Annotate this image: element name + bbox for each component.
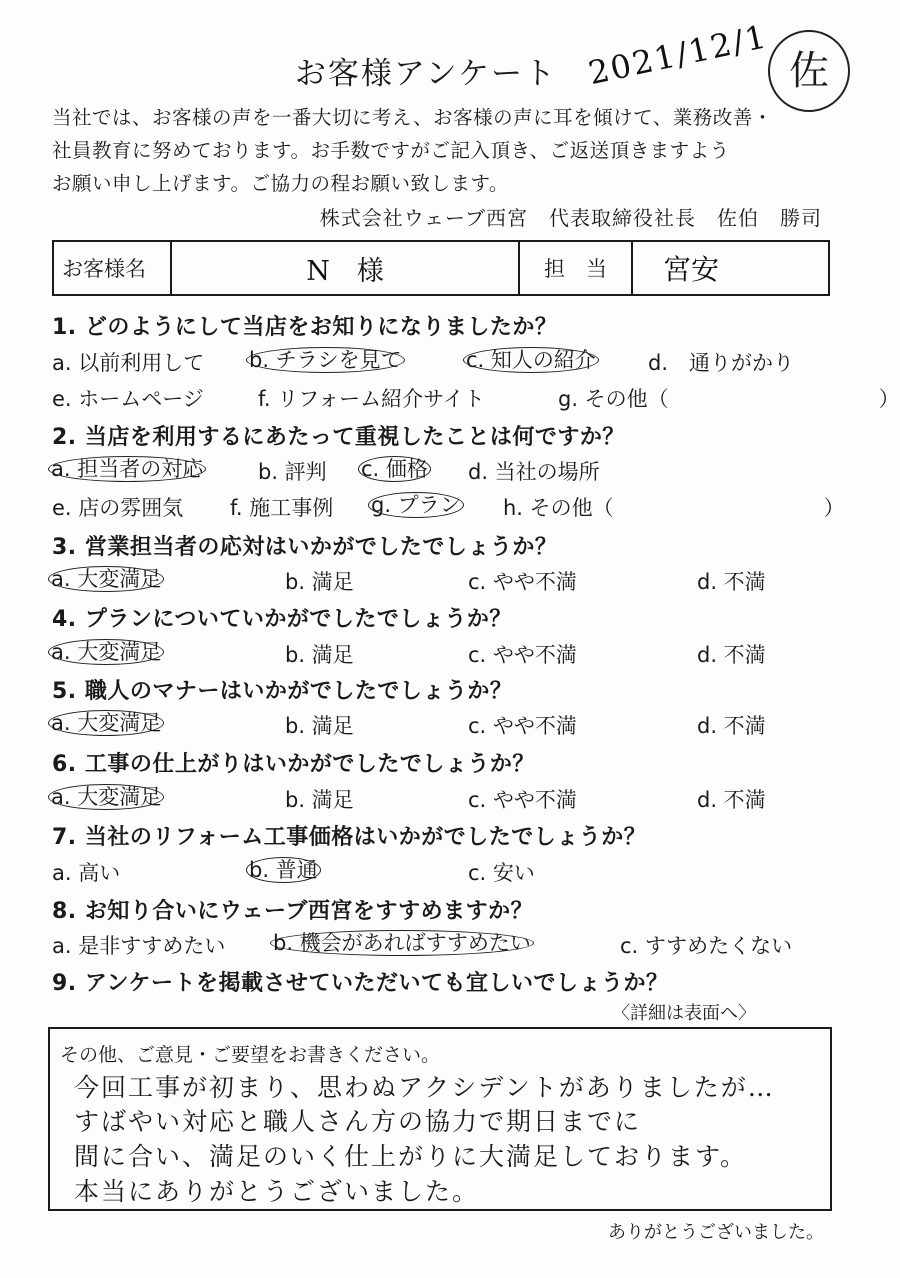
- comment-line-4: 本当にありがとうございました。: [74, 1177, 480, 1206]
- detail-note: 〈詳細は表面へ〉: [612, 1003, 756, 1024]
- q2-option-f[interactable]: f. 施工事例: [230, 496, 334, 520]
- q2-option-c[interactable]: [358, 456, 431, 482]
- q8-option-b-text: b. 機会があればすすめたい: [270, 930, 534, 956]
- q4-option-a-text: a. 大変満足: [48, 639, 164, 665]
- q2-option-a[interactable]: [48, 456, 206, 482]
- customer-name-label: お客様名: [53, 241, 171, 295]
- q1-option-e[interactable]: e. ホームページ: [52, 387, 204, 411]
- q4-option-a[interactable]: [48, 639, 164, 665]
- q8-option-b[interactable]: [270, 930, 534, 956]
- q7-option-c[interactable]: c. 安い: [468, 861, 535, 885]
- q3-option-a-text: a. 大変満足: [48, 566, 164, 592]
- survey-title: お客様アンケート: [294, 56, 558, 92]
- question-2: 2. 当店を利用するにあたって重視したことは何ですか？: [52, 425, 625, 450]
- q8-option-c[interactable]: c. すすめたくない: [620, 934, 793, 958]
- q5-option-a-text: a. 大変満足: [48, 710, 164, 736]
- q1-option-b-text: b. チラシを見て: [246, 347, 405, 373]
- handwritten-date: 2021/12/1: [585, 17, 771, 93]
- q6-option-a[interactable]: [48, 784, 164, 810]
- intro-line-1: 当社では、お客様の声を一番大切に考え、お客様の声に耳を傾けて、業務改善・: [52, 106, 773, 129]
- intro-line-2: 社員教育に努めております。お手数ですがご記入頂き、ご返送頂きますよう: [52, 139, 730, 162]
- seal-stamp: 佐: [768, 30, 850, 112]
- rep-field[interactable]: 宮安: [632, 241, 829, 295]
- question-4: 4. プランについていかがでしたでしょうか？: [52, 607, 512, 632]
- q1-option-a[interactable]: a. 以前利用して: [52, 351, 205, 375]
- q1-option-f[interactable]: f. リフォーム紹介サイト: [258, 387, 485, 411]
- q2-option-a-text: a. 担当者の対応: [48, 456, 206, 482]
- q5-option-c[interactable]: c. やや不満: [468, 714, 577, 738]
- q1-option-g[interactable]: g. その他（ ）: [558, 387, 900, 411]
- q2-option-g-text: g. プラン: [368, 492, 464, 518]
- q3-option-b[interactable]: b. 満足: [285, 570, 354, 594]
- customer-name-field[interactable]: N 様: [171, 241, 519, 295]
- q1-option-b[interactable]: [246, 347, 405, 373]
- comment-line-1: 今回工事が初まり、思わぬアクシデントがありましたが…: [74, 1073, 775, 1102]
- q1-option-d[interactable]: d. 通りがかり: [648, 351, 795, 375]
- question-8: 8. お知り合いにウェーブ西宮をすすめますか？: [52, 899, 534, 924]
- q7-option-a[interactable]: a. 高い: [52, 861, 121, 885]
- q6-option-d[interactable]: d. 不満: [697, 788, 766, 812]
- q5-option-a[interactable]: [48, 710, 164, 736]
- question-5: 5. 職人のマナーはいかがでしたでしょうか？: [52, 679, 513, 704]
- rep-label: 担 当: [519, 241, 632, 295]
- q5-option-d[interactable]: d. 不満: [697, 714, 766, 738]
- footer-thanks: ありがとうございました。: [608, 1222, 824, 1243]
- q5-option-b[interactable]: b. 満足: [285, 714, 354, 738]
- q4-option-c[interactable]: c. やや不満: [468, 643, 577, 667]
- q6-option-a-text: a. 大変満足: [48, 784, 164, 810]
- intro-line-3: お願い申し上げます。ご協力の程お願い致します。: [52, 172, 509, 195]
- q2-option-h[interactable]: h. その他（ ）: [503, 496, 845, 520]
- q7-option-b[interactable]: [246, 857, 321, 883]
- q2-option-e[interactable]: e. 店の雰囲気: [52, 496, 184, 520]
- q1-option-c-text: c. 知人の紹介: [463, 347, 599, 373]
- q6-option-c[interactable]: c. やや不満: [468, 788, 577, 812]
- question-9: 9. アンケートを掲載させていただいても宜しいでしょうか？: [52, 971, 669, 996]
- question-3: 3. 営業担当者の応対はいかがでしたでしょうか？: [52, 535, 558, 560]
- q8-option-a[interactable]: a. 是非すすめたい: [52, 934, 226, 958]
- comment-line-2: すばやい対応と職人さん方の協力で期日までに: [74, 1107, 642, 1136]
- customer-table: [52, 240, 830, 296]
- comment-line-3: 間に合い、満足のいく仕上がりに大満足しております。: [74, 1142, 748, 1171]
- q3-option-c[interactable]: c. やや不満: [468, 570, 577, 594]
- q1-option-c[interactable]: [463, 347, 599, 373]
- comments-label: その他、ご意見・ご要望をお書きください。: [60, 1044, 441, 1066]
- q2-option-g[interactable]: [368, 492, 464, 518]
- q3-option-a[interactable]: [48, 566, 164, 592]
- q4-option-b[interactable]: b. 満足: [285, 643, 354, 667]
- q7-option-b-text: b. 普通: [246, 857, 321, 883]
- q4-option-d[interactable]: d. 不満: [697, 643, 766, 667]
- company-signature: 株式会社ウェーブ西宮 代表取締役社長 佐伯 勝司: [319, 206, 822, 230]
- q2-option-c-text: c. 価格: [358, 456, 431, 482]
- q2-option-b[interactable]: b. 評判: [258, 460, 327, 484]
- q3-option-d[interactable]: d. 不満: [697, 570, 766, 594]
- q6-option-b[interactable]: b. 満足: [285, 788, 354, 812]
- question-7: 7. 当社のリフォーム工事価格はいかがでしたでしょうか？: [52, 825, 647, 850]
- question-6: 6. 工事の仕上がりはいかがでしたでしょうか？: [52, 752, 535, 777]
- q2-option-d[interactable]: d. 当社の場所: [468, 460, 600, 484]
- question-1: 1. どのようにして当店をお知りになりましたか？: [52, 315, 558, 340]
